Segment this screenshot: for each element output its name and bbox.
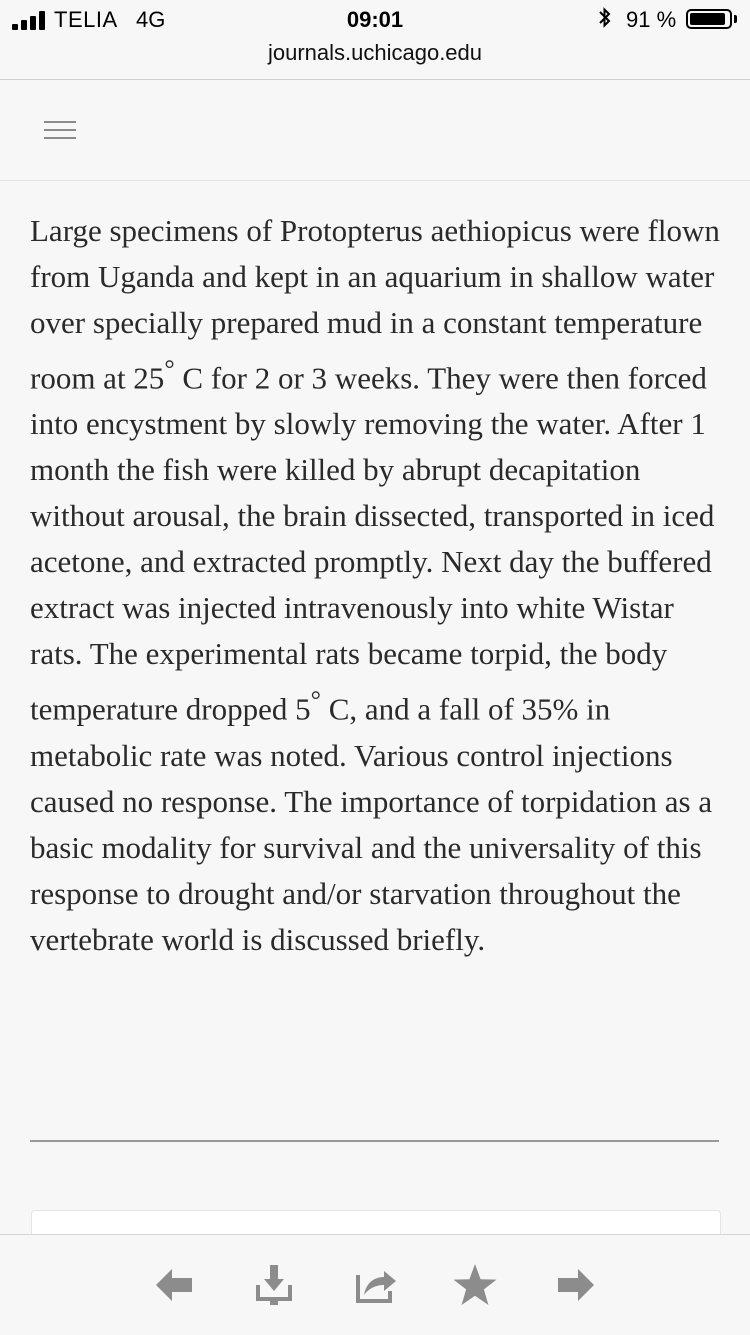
status-bar — [0, 0, 750, 40]
hamburger-menu-icon[interactable] — [44, 121, 76, 139]
arrow-left-icon — [150, 1261, 198, 1309]
share-button[interactable] — [352, 1261, 400, 1309]
battery-icon — [686, 9, 732, 29]
bluetooth-icon — [598, 6, 612, 36]
abstract-text-part-1: Large specimens of Protopterus aethiopicus were flown from Uganda and kept in an aquarium in shallow water over specially prepared mud in a constant temperature room at 25 — [30, 213, 720, 396]
site-header — [0, 80, 750, 181]
battery-tip — [734, 15, 737, 23]
star-icon — [451, 1261, 499, 1309]
degree-symbol: ° — [310, 685, 321, 715]
download-icon — [250, 1261, 298, 1309]
share-icon — [352, 1261, 400, 1309]
address-bar-url[interactable]: journals.uchicago.edu — [267, 40, 483, 65]
section-divider — [30, 1140, 719, 1142]
browser-toolbar — [0, 1234, 750, 1335]
favorite-button[interactable] — [451, 1261, 499, 1309]
abstract-text-part-3: C, and a fall of 35% in metabolic rate was noted. Various control injections caused no response. The importance of torpidation as a basic modality for survival and the universality of this response to drought and/or starvation throughout the vertebrate world is discussed briefly. — [30, 691, 713, 957]
arrow-right-icon — [552, 1261, 600, 1309]
status-time: 09:01 — [346, 7, 404, 32]
forward-button[interactable] — [552, 1261, 600, 1309]
back-button[interactable] — [150, 1261, 198, 1309]
degree-symbol: ° — [164, 354, 175, 383]
download-button[interactable] — [250, 1261, 298, 1309]
carrier-name: TELIA — [54, 7, 118, 32]
abstract-text-part-2: C for 2 or 3 weeks. They were then forced into encystment by slowly removing the water. After 1 month the fish were killed by abrupt decapitation without arousal, the brain dissected, transported in iced acetone, and extracted promptly. Next day the buffered extract was injected intravenously into white Wistar rats. The experimental rats became torpid, the body temperature dropped 5 — [30, 360, 715, 727]
battery-fill — [690, 13, 725, 25]
network-type: 4G — [136, 7, 166, 32]
battery-percent: 91 % — [626, 7, 677, 32]
article-abstract — [30, 208, 724, 963]
